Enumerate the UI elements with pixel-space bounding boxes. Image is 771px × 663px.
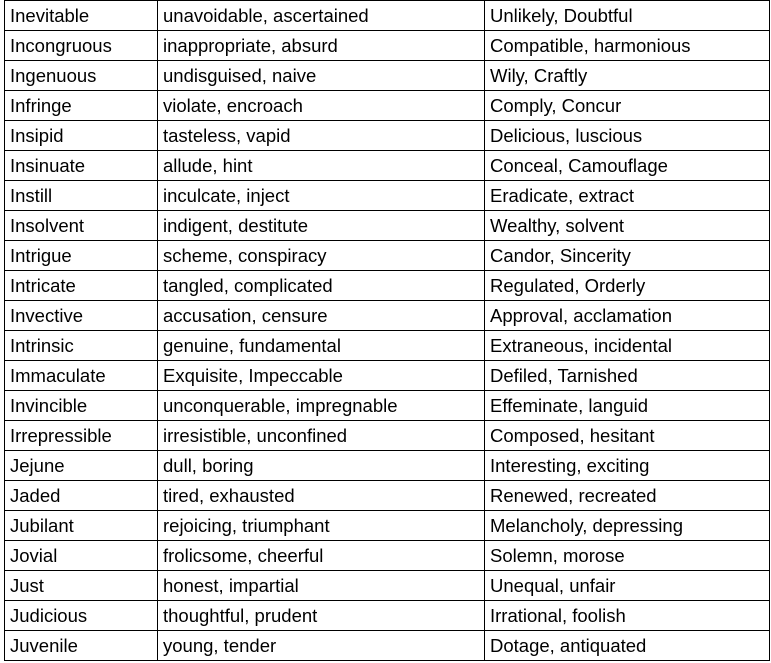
antonyms-cell: Compatible, harmonious (485, 31, 770, 61)
vocabulary-table-body (5, 1, 770, 661)
word-cell: Jubilant (5, 511, 158, 541)
synonyms-cell: tangled, complicated (158, 271, 485, 301)
word-cell: Irrepressible (5, 421, 158, 451)
word-cell: Ingenuous (5, 61, 158, 91)
word-cell: Inevitable (5, 1, 158, 31)
word-cell: Infringe (5, 91, 158, 121)
table-row (5, 211, 770, 241)
word-cell: Intrinsic (5, 331, 158, 361)
table-row (5, 601, 770, 631)
table-row (5, 121, 770, 151)
synonyms-cell: scheme, conspiracy (158, 241, 485, 271)
antonyms-cell: Solemn, morose (485, 541, 770, 571)
word-cell: Instill (5, 181, 158, 211)
antonyms-cell: Wily, Craftly (485, 61, 770, 91)
synonyms-cell: allude, hint (158, 151, 485, 181)
table-row (5, 421, 770, 451)
antonyms-cell: Conceal, Camouflage (485, 151, 770, 181)
word-cell: Just (5, 571, 158, 601)
word-cell: Insipid (5, 121, 158, 151)
synonyms-cell: honest, impartial (158, 571, 485, 601)
word-cell: Jaded (5, 481, 158, 511)
word-cell: Intricate (5, 271, 158, 301)
synonyms-cell: tasteless, vapid (158, 121, 485, 151)
antonyms-cell: Composed, hesitant (485, 421, 770, 451)
synonyms-cell: young, tender (158, 631, 485, 661)
synonyms-cell: irresistible, unconfined (158, 421, 485, 451)
antonyms-cell: Wealthy, solvent (485, 211, 770, 241)
synonyms-cell: unconquerable, impregnable (158, 391, 485, 421)
synonyms-cell: rejoicing, triumphant (158, 511, 485, 541)
antonyms-cell: Candor, Sincerity (485, 241, 770, 271)
synonyms-cell: dull, boring (158, 451, 485, 481)
word-cell: Immaculate (5, 361, 158, 391)
table-row (5, 631, 770, 661)
synonyms-cell: undisguised, naive (158, 61, 485, 91)
antonyms-cell: Unlikely, Doubtful (485, 1, 770, 31)
antonyms-cell: Defiled, Tarnished (485, 361, 770, 391)
table-row (5, 331, 770, 361)
vocabulary-table (4, 0, 770, 661)
word-cell: Jejune (5, 451, 158, 481)
synonyms-cell: inappropriate, absurd (158, 31, 485, 61)
word-cell: Intrigue (5, 241, 158, 271)
synonyms-cell: unavoidable, ascertained (158, 1, 485, 31)
synonyms-cell: thoughtful, prudent (158, 601, 485, 631)
synonyms-cell: inculcate, inject (158, 181, 485, 211)
table-row (5, 181, 770, 211)
table-row (5, 391, 770, 421)
antonyms-cell: Renewed, recreated (485, 481, 770, 511)
word-cell: Juvenile (5, 631, 158, 661)
antonyms-cell: Melancholy, depressing (485, 511, 770, 541)
table-row (5, 511, 770, 541)
antonyms-cell: Eradicate, extract (485, 181, 770, 211)
antonyms-cell: Regulated, Orderly (485, 271, 770, 301)
antonyms-cell: Unequal, unfair (485, 571, 770, 601)
table-row (5, 541, 770, 571)
table-row (5, 31, 770, 61)
antonyms-cell: Comply, Concur (485, 91, 770, 121)
table-row (5, 151, 770, 181)
table-row (5, 361, 770, 391)
antonyms-cell: Extraneous, incidental (485, 331, 770, 361)
table-row (5, 571, 770, 601)
synonyms-cell: genuine, fundamental (158, 331, 485, 361)
word-cell: Invincible (5, 391, 158, 421)
synonyms-cell: violate, encroach (158, 91, 485, 121)
word-cell: Incongruous (5, 31, 158, 61)
antonyms-cell: Effeminate, languid (485, 391, 770, 421)
table-row (5, 241, 770, 271)
word-cell: Jovial (5, 541, 158, 571)
word-cell: Invective (5, 301, 158, 331)
table-row (5, 301, 770, 331)
synonyms-cell: Exquisite, Impeccable (158, 361, 485, 391)
table-row (5, 1, 770, 31)
table-row (5, 61, 770, 91)
table-row (5, 91, 770, 121)
synonyms-cell: indigent, destitute (158, 211, 485, 241)
antonyms-cell: Dotage, antiquated (485, 631, 770, 661)
synonyms-cell: tired, exhausted (158, 481, 485, 511)
synonyms-cell: frolicsome, cheerful (158, 541, 485, 571)
synonyms-cell: accusation, censure (158, 301, 485, 331)
antonyms-cell: Approval, acclamation (485, 301, 770, 331)
antonyms-cell: Delicious, luscious (485, 121, 770, 151)
table-row (5, 271, 770, 301)
word-cell: Insinuate (5, 151, 158, 181)
word-cell: Judicious (5, 601, 158, 631)
table-row (5, 451, 770, 481)
antonyms-cell: Interesting, exciting (485, 451, 770, 481)
antonyms-cell: Irrational, foolish (485, 601, 770, 631)
table-row (5, 481, 770, 511)
word-cell: Insolvent (5, 211, 158, 241)
